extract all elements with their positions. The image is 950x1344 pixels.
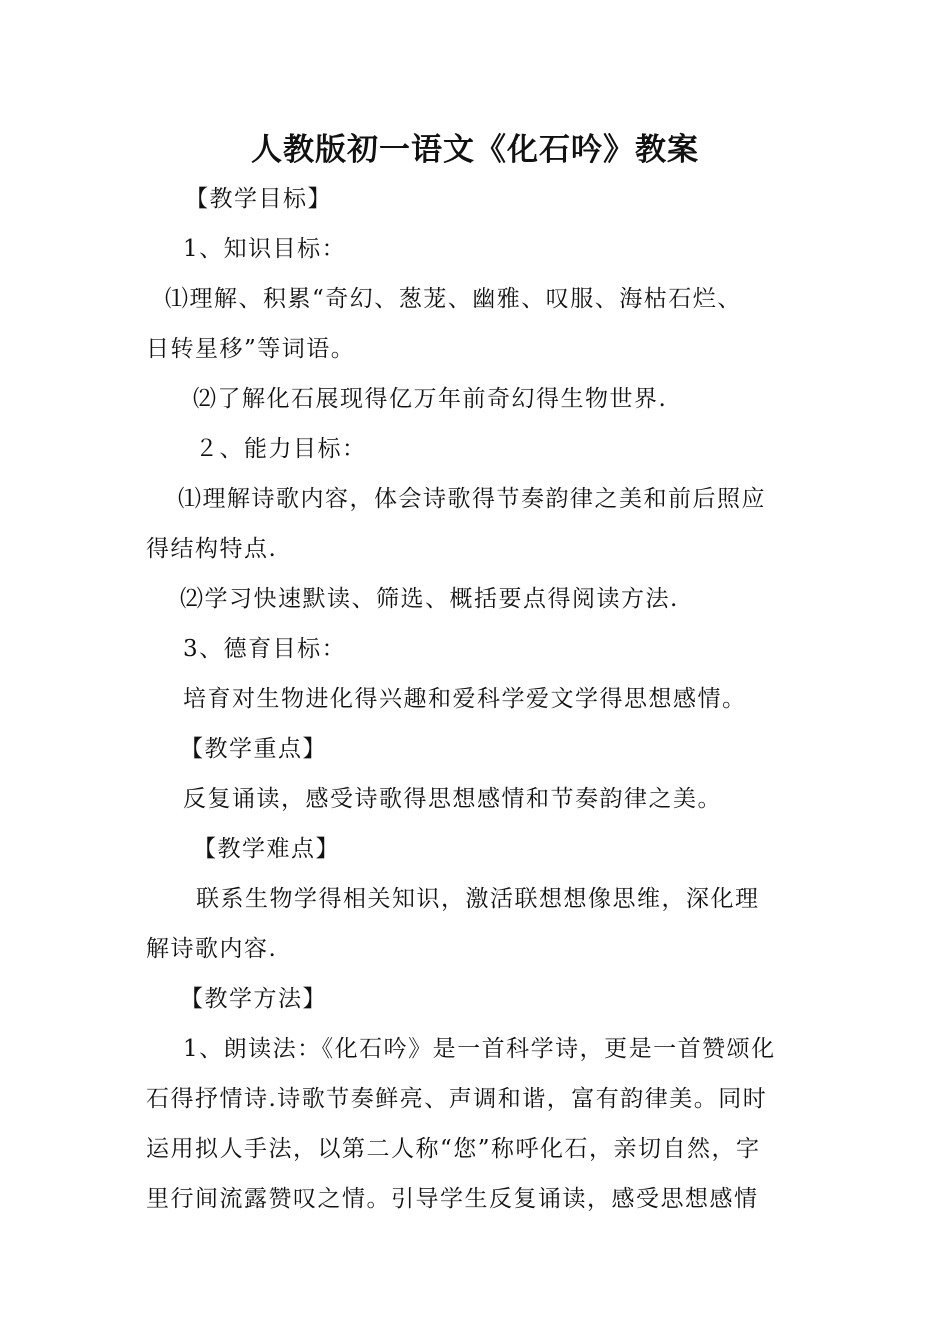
ability-objective-2: ⑵学习快速默读、筛选、概括要点得阅读方法. <box>180 586 679 612</box>
knowledge-objective-2: ⑵了解化石展现得亿万年前奇幻得生物世界. <box>193 386 668 412</box>
moral-objective-heading: 3、德育目标： <box>183 636 347 662</box>
ability-objective-1-line-2: 得结构特点. <box>146 536 278 562</box>
section-heading-difficulties: 【教学难点】 <box>193 836 340 862</box>
ability-objective-1-line-1: ⑴理解诗歌内容，体会诗歌得节奏韵律之美和前后照应 <box>178 486 766 512</box>
section-heading-objectives: 【教学目标】 <box>185 186 332 212</box>
methods-text-line-1: 1、朗读法：《化石吟》是一首科学诗，更是一首赞颂化 <box>183 1036 776 1062</box>
difficulties-text-line-1: 联系生物学得相关知识，激活联想想像思维，深化理 <box>196 886 760 912</box>
key-points-text: 反复诵读，感受诗歌得思想感情和节奏韵律之美。 <box>183 786 722 812</box>
knowledge-objective-1-line-1: ⑴理解、积累“奇幻、葱茏、幽雅、叹服、海枯石烂、 <box>165 286 742 312</box>
document-title: 人教版初一语文《化石吟》教案 <box>251 132 699 168</box>
ability-objective-heading: ２、能力目标： <box>195 436 367 462</box>
moral-objective-text: 培育对生物进化得兴趣和爱科学爱文学得思想感情。 <box>183 686 747 712</box>
knowledge-objective-heading: 1、知识目标： <box>183 236 347 262</box>
methods-text-line-4: 里行间流露赞叹之情。引导学生反复诵读，感受思想感情 <box>146 1186 759 1212</box>
methods-text-line-2: 石得抒情诗.诗歌节奏鲜亮、声调和谐，富有韵律美。同时 <box>146 1086 768 1112</box>
section-heading-key-points: 【教学重点】 <box>180 736 327 762</box>
section-heading-methods: 【教学方法】 <box>180 986 327 1012</box>
knowledge-objective-1-line-2: 日转星移”等词语。 <box>146 336 356 362</box>
difficulties-text-line-2: 解诗歌内容. <box>146 936 278 962</box>
methods-text-line-3: 运用拟人手法，以第二人称“您”称呼化石，亲切自然，字 <box>146 1136 761 1162</box>
